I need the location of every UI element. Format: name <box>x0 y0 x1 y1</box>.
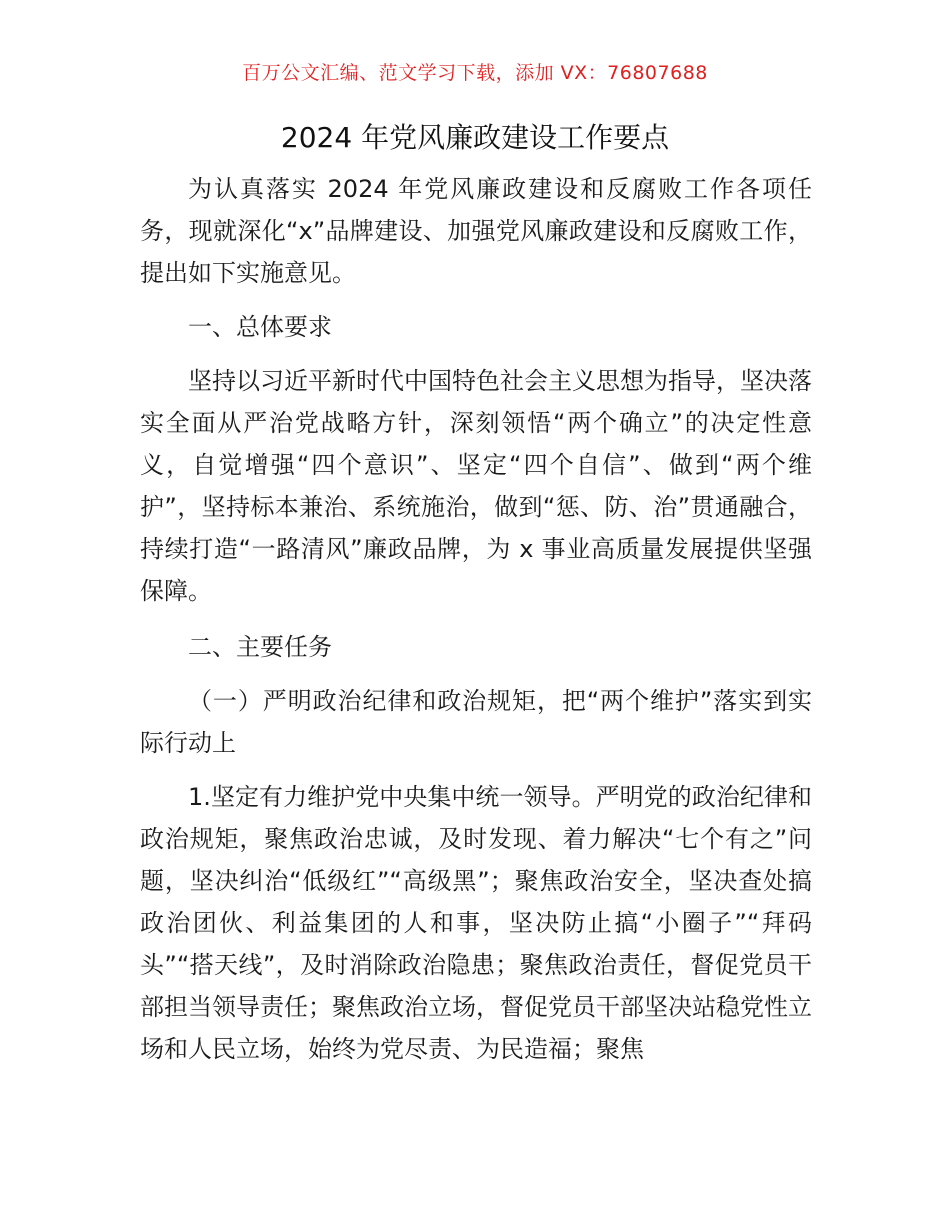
document-body <box>140 168 812 1070</box>
section-heading-main-tasks: 二、主要任务 <box>188 633 332 661</box>
intro-paragraph: 为认真落实 2024 年党风廉政建设和反腐败工作各项任务，现就深化“x”品牌建设、加强党风廉政建设和反腐败工作，提出如下实施意见。 <box>140 175 812 287</box>
general-requirements-paragraph: 坚持以习近平新时代中国特色社会主义思想为指导，坚决落实全面从严治党战略方针，深刻领悟“两个确立”的决定性意义，自觉增强“四个意识”、坚定“四个自信”、做到“两个维护”，坚持标本兼治、系统施治，做到“惩、防、治”贯通融合，持续打造“一路清风”廉政品牌，为 x 事业高质量发展提供坚强保障。 <box>140 367 812 605</box>
header-watermark-note: 百万公文汇编、范文学习下载，添加 VX：76807688 <box>242 62 708 84</box>
document-title: 2024 年党风廉政建设工作要点 <box>280 121 670 154</box>
section-heading-general-requirements: 一、总体要求 <box>188 313 332 341</box>
subsection-heading-political-discipline: （一）严明政治纪律和政治规矩，把“两个维护”落实到实际行动上 <box>140 687 812 757</box>
task-paragraph-1: 1.坚定有力维护党中央集中统一领导。严明党的政治纪律和政治规矩，聚焦政治忠诚，及时发现、着力解决“七个有之”问题，坚决纠治“低级红”“高级黑”；聚焦政治安全，坚决查处搞政治团伙、利益集团的人和事，坚决防止搞“小圈子”“拜码头”“搭天线”，及时消除政治隐患；聚焦政治责任，督促党员干部担当领导责任；聚焦政治立场，督促党员干部坚决站稳党性立场和人民立场，始终为党尽责、为民造福；聚焦 <box>140 783 812 1063</box>
